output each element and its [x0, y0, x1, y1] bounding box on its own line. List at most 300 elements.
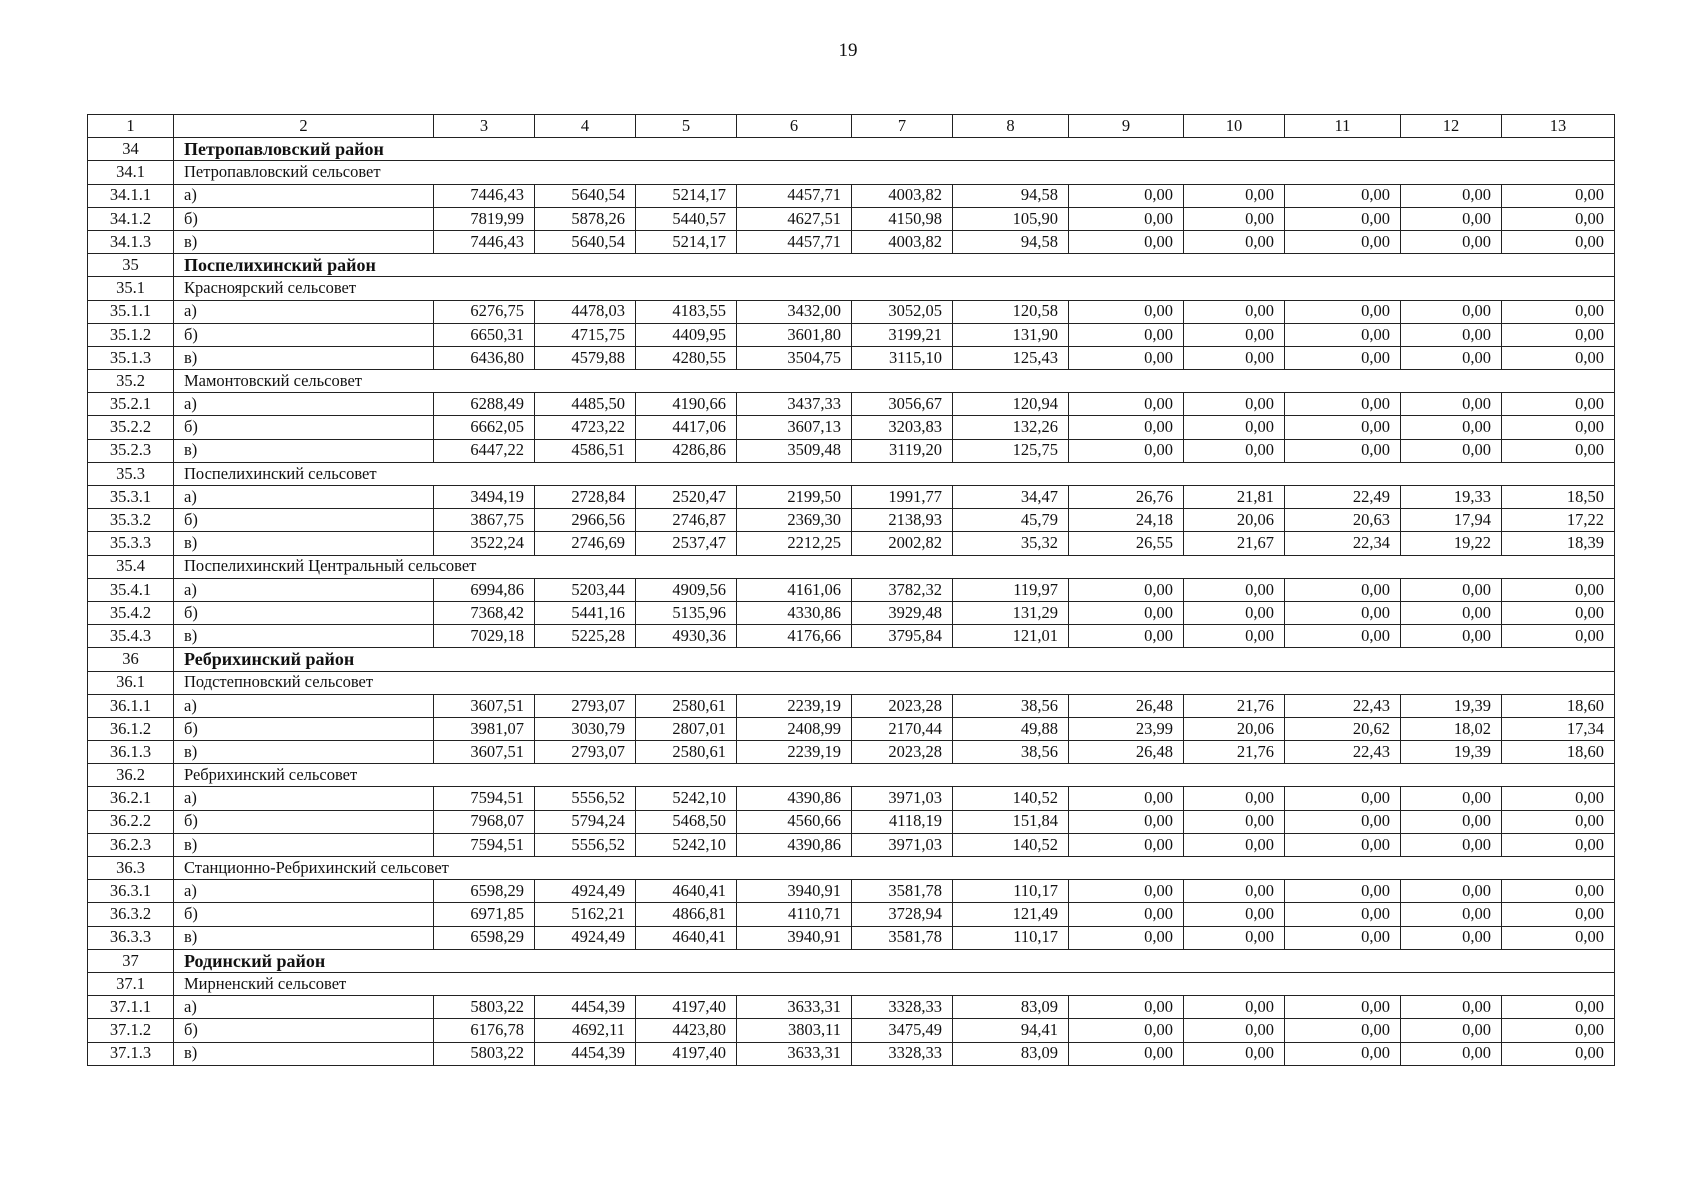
value-cell: 4330,86	[737, 601, 852, 624]
value-cell: 5225,28	[535, 625, 636, 648]
value-cell: 4930,36	[636, 625, 737, 648]
column-header: 10	[1184, 115, 1285, 138]
value-cell: 18,02	[1401, 717, 1502, 740]
value-cell: 4924,49	[535, 926, 636, 949]
value-cell: 0,00	[1401, 300, 1502, 323]
row-number: 37.1.3	[88, 1042, 174, 1065]
value-cell: 6598,29	[434, 926, 535, 949]
column-header: 12	[1401, 115, 1502, 138]
value-cell: 2023,28	[852, 694, 953, 717]
value-cell: 0,00	[1401, 903, 1502, 926]
value-cell: 2746,69	[535, 532, 636, 555]
table-row	[88, 393, 1615, 416]
value-cell: 0,00	[1069, 578, 1184, 601]
value-cell: 5640,54	[535, 230, 636, 253]
value-cell: 0,00	[1069, 207, 1184, 230]
council-name: Поспелихинский Центральный сельсовет	[174, 555, 1615, 578]
value-cell: 4640,41	[636, 880, 737, 903]
council-row	[88, 370, 1615, 393]
council-name: Красноярский сельсовет	[174, 277, 1615, 300]
value-cell: 0,00	[1184, 926, 1285, 949]
value-cell: 2138,93	[852, 509, 953, 532]
table-row	[88, 207, 1615, 230]
option-label: а)	[174, 996, 434, 1019]
row-number: 36.2	[88, 764, 174, 787]
row-number: 35	[88, 254, 174, 277]
value-cell: 4390,86	[737, 787, 852, 810]
value-cell: 5440,57	[636, 207, 737, 230]
row-number: 35.2	[88, 370, 174, 393]
value-cell: 4866,81	[636, 903, 737, 926]
district-name: Поспелихинский район	[174, 254, 1615, 277]
column-header: 9	[1069, 115, 1184, 138]
value-cell: 2002,82	[852, 532, 953, 555]
value-cell: 140,52	[953, 833, 1069, 856]
table-row	[88, 416, 1615, 439]
table-row	[88, 184, 1615, 207]
value-cell: 4190,66	[636, 393, 737, 416]
value-cell: 19,39	[1401, 694, 1502, 717]
table-row	[88, 486, 1615, 509]
row-number: 36.2.1	[88, 787, 174, 810]
value-cell: 3581,78	[852, 880, 953, 903]
value-cell: 3728,94	[852, 903, 953, 926]
option-label: в)	[174, 833, 434, 856]
value-cell: 2023,28	[852, 741, 953, 764]
value-cell: 3056,67	[852, 393, 953, 416]
value-cell: 21,67	[1184, 532, 1285, 555]
value-cell: 0,00	[1184, 323, 1285, 346]
value-cell: 120,58	[953, 300, 1069, 323]
value-cell: 0,00	[1401, 833, 1502, 856]
value-cell: 132,26	[953, 416, 1069, 439]
value-cell: 0,00	[1502, 601, 1615, 624]
council-name: Петропавловский сельсовет	[174, 161, 1615, 184]
value-cell: 4478,03	[535, 300, 636, 323]
value-cell: 0,00	[1184, 996, 1285, 1019]
council-row	[88, 764, 1615, 787]
value-cell: 3981,07	[434, 717, 535, 740]
value-cell: 26,48	[1069, 741, 1184, 764]
row-number: 35.3	[88, 462, 174, 485]
council-row	[88, 161, 1615, 184]
option-label: в)	[174, 532, 434, 555]
value-cell: 0,00	[1502, 578, 1615, 601]
value-cell: 0,00	[1069, 903, 1184, 926]
value-cell: 0,00	[1401, 810, 1502, 833]
value-cell: 45,79	[953, 509, 1069, 532]
value-cell: 2537,47	[636, 532, 737, 555]
value-cell: 3795,84	[852, 625, 953, 648]
value-cell: 5214,17	[636, 184, 737, 207]
column-header: 4	[535, 115, 636, 138]
value-cell: 4118,19	[852, 810, 953, 833]
value-cell: 0,00	[1184, 810, 1285, 833]
table-row	[88, 230, 1615, 253]
value-cell: 2728,84	[535, 486, 636, 509]
value-cell: 17,22	[1502, 509, 1615, 532]
value-cell: 4197,40	[636, 1042, 737, 1065]
value-cell: 0,00	[1401, 1042, 1502, 1065]
district-name: Родинский район	[174, 949, 1615, 972]
value-cell: 23,99	[1069, 717, 1184, 740]
value-cell: 0,00	[1069, 787, 1184, 810]
value-cell: 0,00	[1285, 996, 1401, 1019]
council-name: Поспелихинский сельсовет	[174, 462, 1615, 485]
option-label: а)	[174, 184, 434, 207]
value-cell: 3929,48	[852, 601, 953, 624]
value-cell: 4003,82	[852, 230, 953, 253]
value-cell: 3437,33	[737, 393, 852, 416]
value-cell: 125,75	[953, 439, 1069, 462]
row-number: 35.3.3	[88, 532, 174, 555]
value-cell: 5242,10	[636, 787, 737, 810]
value-cell: 4409,95	[636, 323, 737, 346]
value-cell: 0,00	[1502, 926, 1615, 949]
value-cell: 3509,48	[737, 439, 852, 462]
table-row	[88, 694, 1615, 717]
value-cell: 121,49	[953, 903, 1069, 926]
value-cell: 4280,55	[636, 346, 737, 369]
value-cell: 0,00	[1184, 346, 1285, 369]
row-number: 37.1.1	[88, 996, 174, 1019]
value-cell: 0,00	[1184, 1019, 1285, 1042]
row-number: 36.1.3	[88, 741, 174, 764]
value-cell: 3030,79	[535, 717, 636, 740]
value-cell: 6288,49	[434, 393, 535, 416]
value-cell: 4457,71	[737, 184, 852, 207]
table-row	[88, 926, 1615, 949]
value-cell: 3581,78	[852, 926, 953, 949]
value-cell: 0,00	[1502, 1019, 1615, 1042]
row-number: 36.3.2	[88, 903, 174, 926]
value-cell: 2580,61	[636, 694, 737, 717]
value-cell: 18,50	[1502, 486, 1615, 509]
value-cell: 83,09	[953, 996, 1069, 1019]
value-cell: 105,90	[953, 207, 1069, 230]
value-cell: 2580,61	[636, 741, 737, 764]
value-cell: 0,00	[1184, 1042, 1285, 1065]
value-cell: 4423,80	[636, 1019, 737, 1042]
value-cell: 2212,25	[737, 532, 852, 555]
table-row	[88, 439, 1615, 462]
value-cell: 3601,80	[737, 323, 852, 346]
value-cell: 0,00	[1069, 323, 1184, 346]
value-cell: 0,00	[1502, 625, 1615, 648]
value-cell: 94,58	[953, 230, 1069, 253]
table-row	[88, 578, 1615, 601]
value-cell: 22,49	[1285, 486, 1401, 509]
value-cell: 0,00	[1069, 184, 1184, 207]
value-cell: 3052,05	[852, 300, 953, 323]
value-cell: 0,00	[1285, 810, 1401, 833]
option-label: б)	[174, 903, 434, 926]
value-cell: 0,00	[1184, 184, 1285, 207]
value-cell: 0,00	[1069, 625, 1184, 648]
value-cell: 94,58	[953, 184, 1069, 207]
value-cell: 18,60	[1502, 741, 1615, 764]
value-cell: 3867,75	[434, 509, 535, 532]
value-cell: 110,17	[953, 926, 1069, 949]
option-label: а)	[174, 787, 434, 810]
column-header: 11	[1285, 115, 1401, 138]
value-cell: 3328,33	[852, 996, 953, 1019]
value-cell: 4485,50	[535, 393, 636, 416]
council-row	[88, 277, 1615, 300]
row-number: 35.2.1	[88, 393, 174, 416]
value-cell: 5441,16	[535, 601, 636, 624]
value-cell: 3199,21	[852, 323, 953, 346]
value-cell: 2793,07	[535, 694, 636, 717]
value-cell: 6650,31	[434, 323, 535, 346]
row-number: 35.3.2	[88, 509, 174, 532]
value-cell: 0,00	[1401, 230, 1502, 253]
option-label: а)	[174, 578, 434, 601]
column-header: 1	[88, 115, 174, 138]
value-cell: 0,00	[1069, 1019, 1184, 1042]
value-cell: 0,00	[1285, 625, 1401, 648]
value-cell: 3203,83	[852, 416, 953, 439]
table-row	[88, 741, 1615, 764]
value-cell: 119,97	[953, 578, 1069, 601]
row-number: 36.3.1	[88, 880, 174, 903]
option-label: а)	[174, 486, 434, 509]
option-label: в)	[174, 439, 434, 462]
value-cell: 3940,91	[737, 926, 852, 949]
value-cell: 7594,51	[434, 787, 535, 810]
value-cell: 3940,91	[737, 880, 852, 903]
value-cell: 20,06	[1184, 509, 1285, 532]
value-cell: 0,00	[1285, 880, 1401, 903]
option-label: а)	[174, 694, 434, 717]
value-cell: 110,17	[953, 880, 1069, 903]
table-row	[88, 1019, 1615, 1042]
value-cell: 0,00	[1502, 207, 1615, 230]
row-number: 35.1	[88, 277, 174, 300]
table-row	[88, 833, 1615, 856]
value-cell: 24,18	[1069, 509, 1184, 532]
value-cell: 125,43	[953, 346, 1069, 369]
value-cell: 18,60	[1502, 694, 1615, 717]
value-cell: 0,00	[1069, 926, 1184, 949]
value-cell: 3782,32	[852, 578, 953, 601]
value-cell: 0,00	[1069, 810, 1184, 833]
value-cell: 0,00	[1184, 625, 1285, 648]
value-cell: 2746,87	[636, 509, 737, 532]
value-cell: 6971,85	[434, 903, 535, 926]
option-label: а)	[174, 880, 434, 903]
value-cell: 18,39	[1502, 532, 1615, 555]
value-cell: 3607,51	[434, 741, 535, 764]
value-cell: 4627,51	[737, 207, 852, 230]
option-label: б)	[174, 416, 434, 439]
value-cell: 0,00	[1285, 1019, 1401, 1042]
value-cell: 26,76	[1069, 486, 1184, 509]
row-number: 34.1.3	[88, 230, 174, 253]
value-cell: 20,63	[1285, 509, 1401, 532]
value-cell: 5803,22	[434, 1042, 535, 1065]
value-cell: 0,00	[1184, 393, 1285, 416]
tariff-table	[87, 114, 1615, 1066]
value-cell: 5878,26	[535, 207, 636, 230]
table-row	[88, 346, 1615, 369]
value-cell: 5242,10	[636, 833, 737, 856]
row-number: 36.1.1	[88, 694, 174, 717]
value-cell: 20,62	[1285, 717, 1401, 740]
value-cell: 26,55	[1069, 532, 1184, 555]
value-cell: 4579,88	[535, 346, 636, 369]
value-cell: 4161,06	[737, 578, 852, 601]
value-cell: 3522,24	[434, 532, 535, 555]
value-cell: 26,48	[1069, 694, 1184, 717]
row-number: 34.1	[88, 161, 174, 184]
value-cell: 0,00	[1285, 439, 1401, 462]
value-cell: 2369,30	[737, 509, 852, 532]
value-cell: 0,00	[1401, 184, 1502, 207]
value-cell: 0,00	[1401, 346, 1502, 369]
council-row	[88, 555, 1615, 578]
value-cell: 34,47	[953, 486, 1069, 509]
value-cell: 7368,42	[434, 601, 535, 624]
value-cell: 0,00	[1401, 880, 1502, 903]
value-cell: 0,00	[1069, 601, 1184, 624]
value-cell: 21,76	[1184, 694, 1285, 717]
value-cell: 4003,82	[852, 184, 953, 207]
district-row	[88, 949, 1615, 972]
row-number: 36.3.3	[88, 926, 174, 949]
table-row	[88, 880, 1615, 903]
row-number: 35.1.3	[88, 346, 174, 369]
table-row	[88, 717, 1615, 740]
council-row	[88, 462, 1615, 485]
value-cell: 22,43	[1285, 741, 1401, 764]
option-label: в)	[174, 741, 434, 764]
row-number: 36.1.2	[88, 717, 174, 740]
value-cell: 0,00	[1069, 833, 1184, 856]
district-row	[88, 138, 1615, 161]
value-cell: 4457,71	[737, 230, 852, 253]
option-label: в)	[174, 625, 434, 648]
district-row	[88, 648, 1615, 671]
value-cell: 0,00	[1184, 207, 1285, 230]
value-cell: 4110,71	[737, 903, 852, 926]
value-cell: 22,34	[1285, 532, 1401, 555]
value-cell: 6994,86	[434, 578, 535, 601]
row-number: 35.4.2	[88, 601, 174, 624]
value-cell: 49,88	[953, 717, 1069, 740]
option-label: б)	[174, 323, 434, 346]
row-number: 35.2.2	[88, 416, 174, 439]
value-cell: 6176,78	[434, 1019, 535, 1042]
table-row	[88, 810, 1615, 833]
value-cell: 0,00	[1285, 578, 1401, 601]
value-cell: 0,00	[1502, 300, 1615, 323]
value-cell: 0,00	[1069, 1042, 1184, 1065]
value-cell: 4924,49	[535, 880, 636, 903]
value-cell: 0,00	[1401, 926, 1502, 949]
value-cell: 0,00	[1401, 1019, 1502, 1042]
value-cell: 0,00	[1502, 880, 1615, 903]
value-cell: 38,56	[953, 741, 1069, 764]
row-number: 34	[88, 138, 174, 161]
value-cell: 0,00	[1184, 578, 1285, 601]
value-cell: 2170,44	[852, 717, 953, 740]
value-cell: 4454,39	[535, 996, 636, 1019]
council-name: Мирненский сельсовет	[174, 972, 1615, 995]
option-label: б)	[174, 601, 434, 624]
value-cell: 3432,00	[737, 300, 852, 323]
row-number: 36	[88, 648, 174, 671]
value-cell: 2239,19	[737, 694, 852, 717]
value-cell: 0,00	[1285, 833, 1401, 856]
value-cell: 3328,33	[852, 1042, 953, 1065]
value-cell: 0,00	[1184, 439, 1285, 462]
value-cell: 19,39	[1401, 741, 1502, 764]
district-row	[88, 254, 1615, 277]
value-cell: 4715,75	[535, 323, 636, 346]
option-label: б)	[174, 509, 434, 532]
district-name: Петропавловский район	[174, 138, 1615, 161]
option-label: б)	[174, 207, 434, 230]
value-cell: 0,00	[1502, 787, 1615, 810]
value-cell: 0,00	[1069, 393, 1184, 416]
row-number: 34.1.2	[88, 207, 174, 230]
value-cell: 20,06	[1184, 717, 1285, 740]
value-cell: 2966,56	[535, 509, 636, 532]
value-cell: 7446,43	[434, 184, 535, 207]
value-cell: 3607,13	[737, 416, 852, 439]
value-cell: 0,00	[1502, 996, 1615, 1019]
value-cell: 4909,56	[636, 578, 737, 601]
value-cell: 0,00	[1184, 601, 1285, 624]
value-cell: 0,00	[1502, 903, 1615, 926]
value-cell: 0,00	[1401, 439, 1502, 462]
district-name: Ребрихинский район	[174, 648, 1615, 671]
value-cell: 0,00	[1401, 996, 1502, 1019]
value-cell: 3633,31	[737, 996, 852, 1019]
value-cell: 0,00	[1285, 416, 1401, 439]
value-cell: 4150,98	[852, 207, 953, 230]
table-body	[88, 115, 1615, 1066]
value-cell: 3971,03	[852, 833, 953, 856]
table-row	[88, 323, 1615, 346]
value-cell: 4176,66	[737, 625, 852, 648]
row-number: 35.2.3	[88, 439, 174, 462]
row-number: 36.2.3	[88, 833, 174, 856]
value-cell: 5556,52	[535, 833, 636, 856]
value-cell: 7029,18	[434, 625, 535, 648]
value-cell: 0,00	[1285, 346, 1401, 369]
value-cell: 0,00	[1401, 601, 1502, 624]
row-number: 36.2.2	[88, 810, 174, 833]
value-cell: 0,00	[1069, 996, 1184, 1019]
row-number: 37.1.2	[88, 1019, 174, 1042]
column-header: 6	[737, 115, 852, 138]
value-cell: 2793,07	[535, 741, 636, 764]
value-cell: 0,00	[1184, 300, 1285, 323]
value-cell: 4417,06	[636, 416, 737, 439]
value-cell: 0,00	[1502, 1042, 1615, 1065]
value-cell: 4390,86	[737, 833, 852, 856]
table-row	[88, 532, 1615, 555]
value-cell: 3119,20	[852, 439, 953, 462]
value-cell: 0,00	[1285, 230, 1401, 253]
value-cell: 0,00	[1285, 393, 1401, 416]
value-cell: 131,90	[953, 323, 1069, 346]
value-cell: 6662,05	[434, 416, 535, 439]
value-cell: 6436,80	[434, 346, 535, 369]
row-number: 35.4	[88, 555, 174, 578]
